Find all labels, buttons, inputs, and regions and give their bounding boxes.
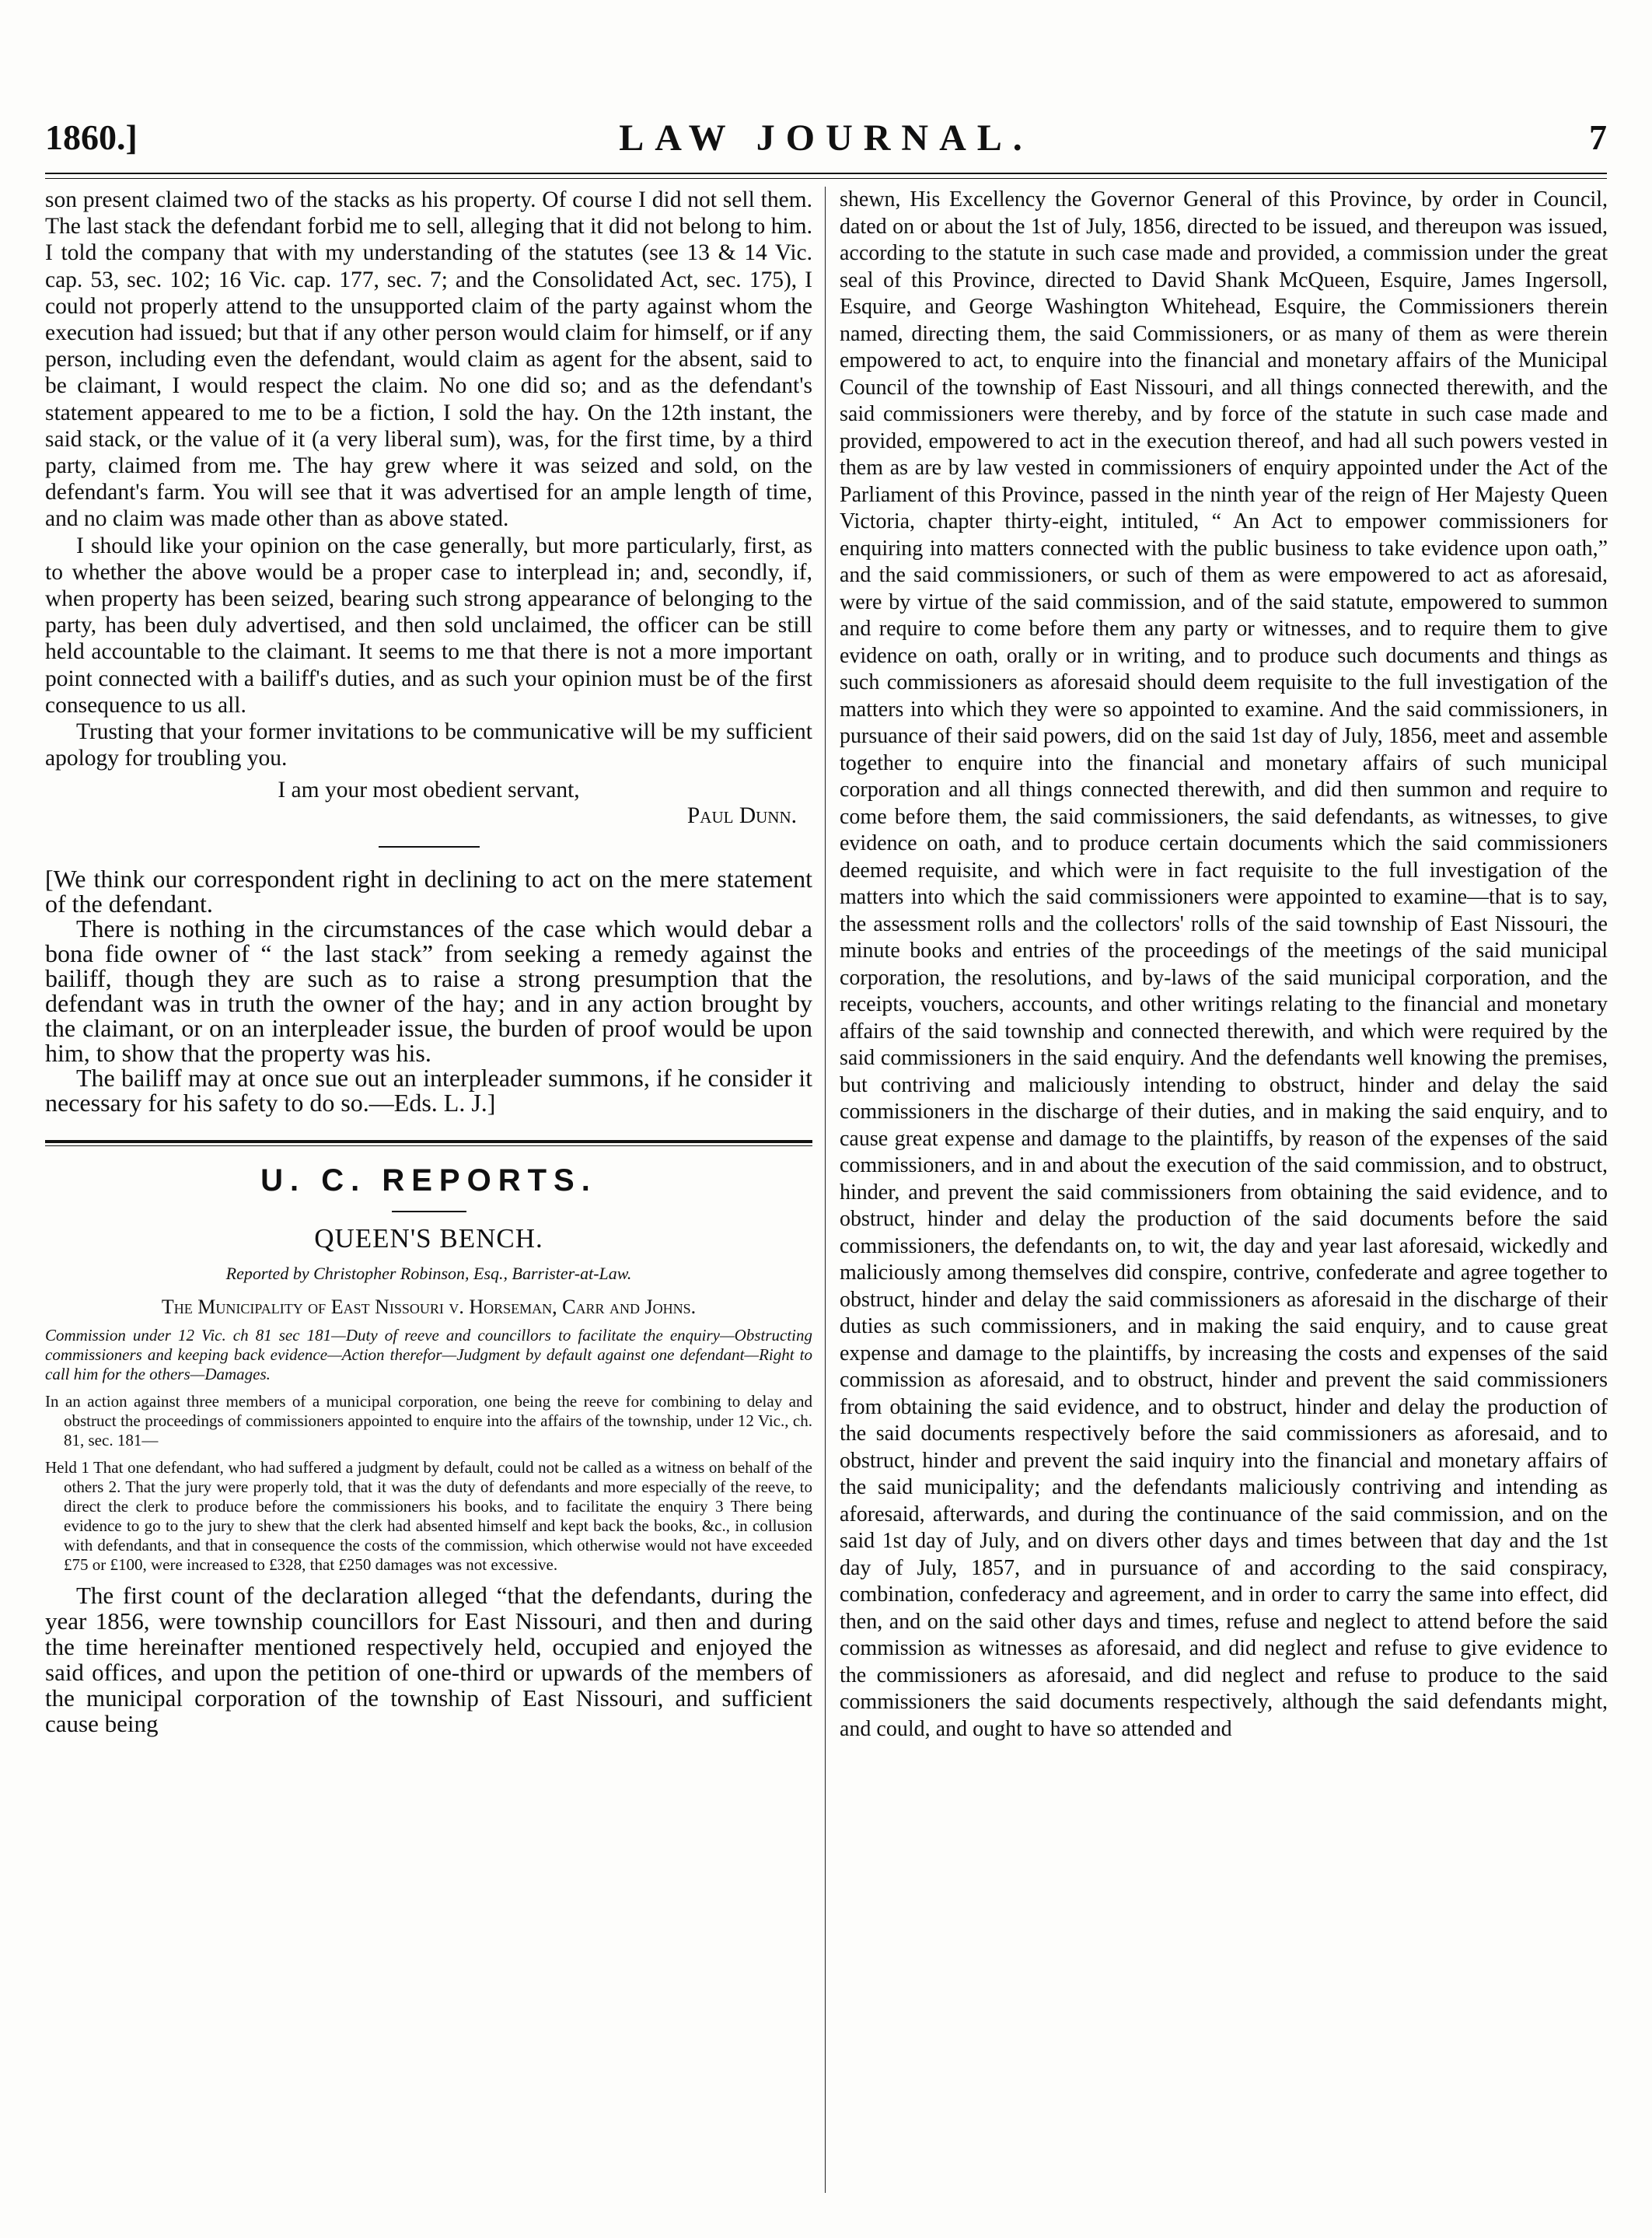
case-title: The Municipality of East Nissouri v. Horseman, Carr and Johns. — [161, 1296, 697, 1319]
section-rule — [45, 1140, 812, 1146]
letter-closing: I am your most obedient servant, — [278, 778, 580, 803]
body-paragraph: shewn, His Excellency the Governor General of this Province, by order in Council, dated on or about the 1st of July, 1856, directed to be issued, and thereupon was issued, according to the statute in such case made and provided, a commission under the great seal of this Province, directed to David Shank McQueen, Esquire, James Ingersoll, Esquire, and George Washington Whitehead, Esquire, the Commissioners therein named, directing them, the said Commissioners, or as many of them as were therein empowered to act, to enquire into the financial and monetary affairs of the Municipal Council of the township of East Nissouri, and all things connected therewith, and the said commissioners were thereby, and by force of the statute in such case made and provided, empowered to act in the execution thereof, and had all such powers vested in them as are by law vested in commissioners of enquiry appointed under the Act of the Parliament of this Province, passed in the ninth year of the reign of Her Majesty Queen Victoria, chapter thirty-eight, intituled, “ An Act to empower commissioners for enquiring into matters connected with the public business to take evidence upon oath,” and the said commissioners, or such of them as were empowered to act as aforesaid, were by virtue of the said commission, and of the said statute, empowered to summon and require to come before them any party or witnesses, and to require them to give evidence on oath, orally or in writing, and to produce such documents and things as such commissioners as aforesaid should deem requisite to the full investigation of the matters into which they were so appointed to examine. And the said commissioners, in pursuance of their said powers, did on the said 1st day of July, 1856, meet and assemble together to enquire into the financial and monetary affairs of such municipal corporation and all things connected therewith, and did then summon and require to come before them, the said commissioners, the said defendants, as witnesses, to give evidence on oath, and to produce certain documents which the said commissioners deemed requisite, and which were in fact requisite to the full investigation of the matters into which the said commissioners were appointed to examine—that is to say, the assessment rolls and the collectors' rolls of the said township of East Nissouri, the minute books and entries of the proceedings of the meetings of the said municipal corporation, the resolutions, and by-laws of the said municipal corporation, and the receipts, vouchers, accounts, and other writings relating to the financial and monetary affairs of the said township and connected therewith, and which were required by the said commissioners in the said enquiry. And the defendants well knowing the premises, but contriving and maliciously intending to obstruct, hinder and delay the said commissioners in the discharge of their duties, and in making the said enquiry, and to cause great expense and damage to the plaintiffs, by reason of the expenses of the said commissioners, and in and about the execution of the said commission, and to obstruct, hinder, and prevent the said commissioners from obtaining the said evidence, and to obstruct, hinder and delay the production of the said documents before the said commissioners, the defendants on, to wit, the day and year last aforesaid, wickedly and maliciously among themselves did conspire, contrive, confederate and agree together to obstruct, hinder and delay the said commissioners as aforesaid in the discharge of their duties as such commissioners, and in making the said enquiry, and to cause great expense and damage to the plaintiffs, by increasing the costs and expenses of the said commission as aforesaid, and to obstruct, hinder and prevent the said commissioners from obtaining the said evidence, and to obstruct, hinder and delay the production of the said documents respectively before the said commissioners as aforesaid, and to obstruct, hinder and prevent the said inquiry into the financial and monetary affairs of the said municipality; and the defendants maliciously contriving and intending as aforesaid, afterwards, and during the continuance of the said commission, and on the said 1st day of July, and on divers other days and times between that day and the 1st day of July, 1857, and in pursuance of and according to the said conspiracy, combination, confederacy and agreement, and in order to carry the same into effect, did then, and on the said other days and times, refuse and neglect to attend before the said commission as witnesses as aforesaid, and did neglect and refuse to give evidence to the commissioners as aforesaid, and did neglect and refuse to produce to the said commissioners the said documents respectively, although the said defendants might, and could, and ought to have so attended and — [840, 187, 1608, 1741]
letter-paragraph: Trusting that your former invitations to be communicative will be my sufficient apology for troubling you. — [45, 719, 812, 771]
left-column — [45, 187, 812, 1736]
section-title: U. C. REPORTS. — [260, 1163, 597, 1198]
editor-paragraph: There is nothing in the circumstances of the case which would debar a bona fide owner of “ the last stack” from seeking a remedy against the bailiff, though they are such as to raise a strong presumption that the defendant was in truth the owner of the hay; and in any action brought by the claimant, or on an interpleader issue, the burden of proof would be upon him, to show that the property was his. — [45, 914, 812, 1068]
short-rule — [392, 1211, 466, 1212]
editors-note — [45, 866, 812, 1115]
right-column — [840, 187, 1608, 1743]
headnote — [45, 1326, 812, 1575]
editor-paragraph: [We think our correspondent right in declining to act on the mere statement of the defendant. — [45, 865, 812, 918]
body-paragraph: The first count of the declaration alleged “that the defendants, during the year 1856, were township councillors for East Nissouri, and then and during the time hereinafter mentioned respectively held, occupied and enjoyed the said offices, and upon the petition of one-third or upwards of the members of the municipal corporation of the township of East Nissouri, and sufficient cause being — [45, 1582, 812, 1738]
headnote-facts: In an action against three members of a municipal corporation, one being the reeve for combining to delay and obstruct the proceedings of commissioners appointed to enquire into the affairs of the township, under 12 Vic., ch. 81, sec. 181— — [45, 1392, 812, 1450]
reporter-line: Reported by Christopher Robinson, Esq., Barrister-at-Law. — [225, 1264, 632, 1284]
journal-title: LAW JOURNAL. — [619, 117, 1033, 159]
column-divider — [825, 187, 826, 2193]
letter-paragraph: I should like your opinion on the case generally, but more particularly, first, as to whether the above would be a proper case to interplead in; and, secondly, if, when property has been seized, bearing such strong appearance of belonging to the party, has been duly advertised, and then sold unclaimed, the officer can be still held accountable to the claimant. It seems to me that there is not a more important point connected with a bailiff's duties, and as such your opinion must be of the first consequence to us all. — [45, 533, 812, 718]
judgment-text — [45, 1582, 812, 1736]
short-rule — [379, 846, 480, 848]
page-number: 7 — [1589, 117, 1607, 157]
letter-signature: Paul Dunn. — [686, 803, 797, 829]
header-year: 1860.] — [45, 117, 138, 157]
editor-paragraph: The bailiff may at once sue out an interpleader summons, if he consider it necessary for his safety to do so.—Eds. L. J.] — [45, 1064, 812, 1117]
running-header — [45, 117, 1607, 163]
header-rule — [45, 173, 1607, 179]
letter-paragraph: son present claimed two of the stacks as his property. Of course I did not sell them. The last stack the defendant forbid me to sell, alleging that it did not belong to him. I told the company that with my understanding of the statutes (see 13 & 14 Vic. cap. 53, sec. 102; 16 Vic. cap. 177, sec. 7; and the Consolidated Act, sec. 175), I could not properly attend to the unsupported claim of the party against whom the execution had issued; but that if any other person would claim for himself, or if any person, including even the defendant, would claim as agent for the absent, said to be claimant, I would respect the claim. No one did so; and as the defendant's statement appeared to me to be a fiction, I sold the hay. On the 12th instant, the said stack, or the value of it (a very liberal sum), was, for the first time, by a third party, claimed from me. The hay grew where it was seized and sold, on the defendant's farm. You will see that it was advertised for an ample length of time, and no claim was made other than as above stated. — [45, 187, 812, 532]
headnote-held: Held 1 That one defendant, who had suffered a judgment by default, could not be called as a witness on behalf of the others 2. That the jury were properly told, that it was the duty of defendants and more especially of the reeve, to direct the clerk to produce before the commissioners his books, and to facilitate the enquiry 3 There being evidence to go to the jury to shew that the clerk had absented himself and kept back the books, &c., in collusion with defendants, and that in consequence the costs of the commission, which otherwise would not have exceeded £75 or £100, were increased to £328, that £250 damages was not excessive. — [45, 1458, 812, 1575]
headnote-summary: Commission under 12 Vic. ch 81 sec 181—Duty of reeve and councillors to facilitate the enquiry—Obstructing commissioners and keeping back evidence—Action therefor—Judgment by default against one defendant—Right to call him for the others—Damages. — [45, 1326, 812, 1384]
court-heading: QUEEN'S BENCH. — [314, 1223, 543, 1254]
